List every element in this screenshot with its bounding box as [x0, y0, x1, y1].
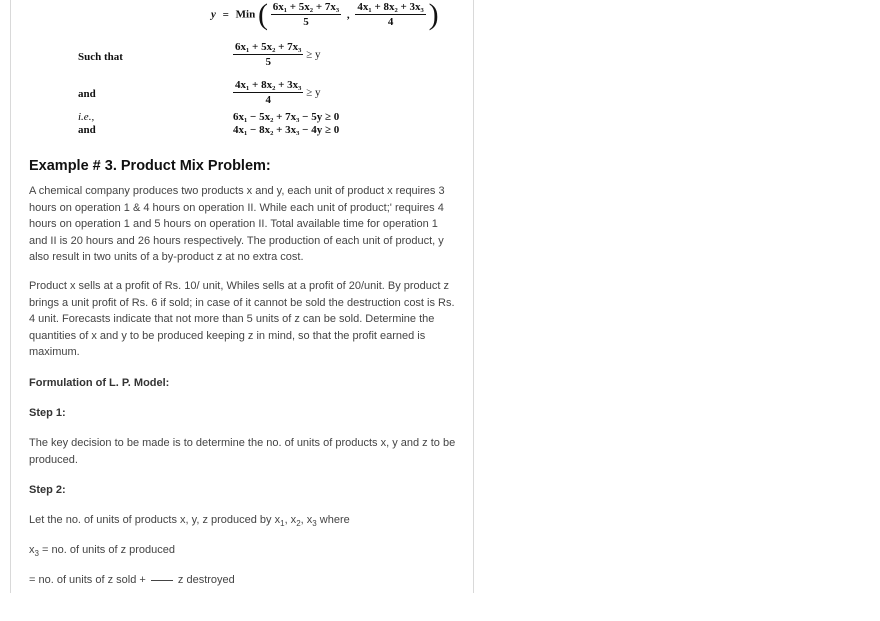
- objective-lhs: y: [211, 8, 216, 21]
- fraction-denominator: 5: [303, 16, 309, 28]
- fraction-numerator: 4x₁ + 8x₂ + 3x₃: [357, 1, 424, 13]
- step-2-text: [29, 512, 457, 533]
- fraction-numerator: 4x₁ + 8x₂ + 3x₃: [235, 79, 302, 91]
- separator: , x: [284, 514, 297, 526]
- formulation-heading: Formulation of L. P. Model:: [29, 377, 170, 389]
- subscript: 2: [296, 519, 301, 529]
- separator: , x: [300, 514, 313, 526]
- and-label: and: [78, 88, 96, 100]
- step-2-heading: Step 2:: [29, 484, 66, 496]
- objective-fraction-2: [355, 1, 425, 29]
- objective-fraction-1: [271, 1, 341, 29]
- definition-text: z destroyed: [174, 574, 235, 586]
- and2-label: and: [78, 124, 96, 136]
- variable: x: [29, 544, 35, 556]
- constraint-1: [233, 41, 320, 69]
- definition-text: = no. of units of z sold +: [29, 574, 149, 586]
- constraint-2-rhs: ≥ y: [306, 86, 321, 99]
- fraction-denominator: 4: [387, 16, 394, 28]
- step-1-heading: Step 1:: [29, 407, 66, 419]
- paragraph-profit-description: Product x sells at a profit of Rs. 10/ unit, Whiles sells at a profit of 20/unit. By product z brings a unit profit of Rs. 6 if sold; in case of it cannot be sold the destruction cost is Rs. 4 unit. Forecasts indicate that not more than 5 units of z can be sold. Determine the quantities of x and y to be produced keeping z in mind, so that the profit earned is maximum.: [29, 280, 455, 359]
- such-that-label: Such that: [78, 51, 123, 63]
- x3-definition: [29, 542, 457, 563]
- definition-text: = no. of units of z produced: [38, 544, 176, 556]
- subscript: 1: [280, 519, 285, 529]
- blank-line: [151, 580, 173, 581]
- left-paren: (: [257, 0, 268, 31]
- and2-expression: 4x₁ − 8x₂ + 3x₃ − 4y ≥ 0: [233, 124, 340, 136]
- subscript: 3: [34, 549, 39, 559]
- ie-expression: 6x₁ − 5x₂ + 7x₃ − 5y ≥ 0: [233, 111, 340, 123]
- fraction-numerator: 6x₁ + 5x₂ + 7x₃: [272, 1, 340, 13]
- constraint-2-fraction: [233, 79, 303, 107]
- constraint-2: [233, 79, 320, 107]
- right-paren: ): [428, 0, 439, 31]
- step-2-text-part: Let the no. of units of products x, y, z produced by x: [29, 514, 281, 526]
- comma: ,: [346, 8, 350, 21]
- fraction-numerator: 6x₁ + 5x₂ + 7x₃: [235, 41, 302, 53]
- step-2-text-part: where: [316, 514, 350, 526]
- objective-equation: [211, 0, 439, 30]
- objective-min: Min: [235, 8, 256, 21]
- constraint-1-fraction: [233, 41, 303, 69]
- fraction-denominator: 4: [265, 94, 271, 106]
- objective-equals: =: [222, 8, 229, 21]
- document-page: [10, 0, 474, 593]
- step-1-text: The key decision to be made is to determine the no. of units of products x, y and z to be produced.: [29, 437, 456, 466]
- constraint-1-rhs: ≥ y: [306, 48, 321, 61]
- subscript: 3: [312, 519, 317, 529]
- example-heading: Example # 3. Product Mix Problem:: [29, 158, 271, 174]
- paragraph-problem-description: A chemical company produces two products x and y, each unit of product x requires 3 hours on operation 1 & 4 hours on operation II. While each unit of product;' requires 4 hours on operation 1 and 5 hours on operation II. Total available time for operation 1 and II is 20 hours and 26 hours respectively. The production of each unit of product, y also result in two units of a by-product z at no extra cost.: [29, 185, 445, 264]
- fraction-denominator: 5: [265, 56, 271, 68]
- z-definition: [29, 572, 457, 589]
- ie-label: i.e.,: [78, 111, 95, 123]
